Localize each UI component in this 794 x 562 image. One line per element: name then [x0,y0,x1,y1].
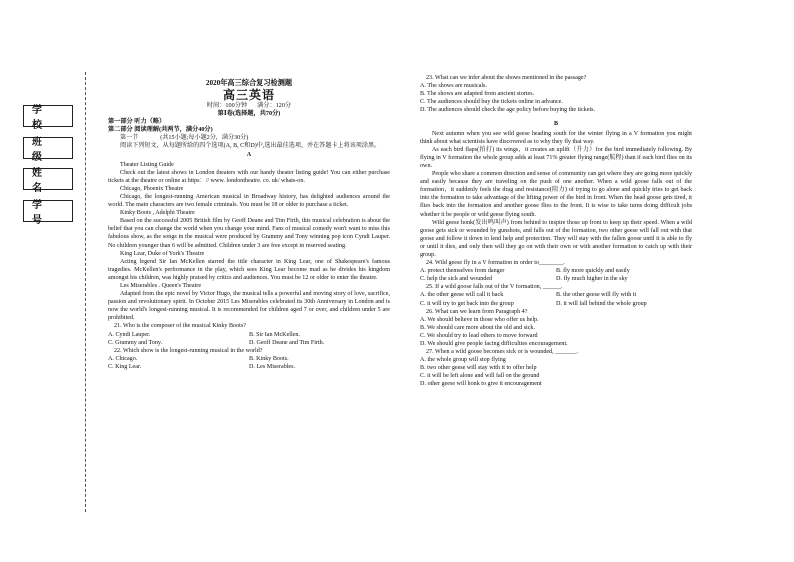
passage-b-paragraph: As each bird flaps(拍打) its wings，it creates an uplift（升力）for the bird immediately following. By flying in V formation the whole group adds at least 71% greater flying range(航程) than if each bird flies on its own. [420,146,692,169]
passage-b-label: B [553,121,559,128]
exam-meta [108,102,390,110]
question [420,308,692,348]
answer-option: A. Cyndi Lauper. [108,331,151,338]
passage-a [108,161,390,323]
question-stem: 27. When a wild goose becomes sick or is wounded, _______. [426,349,579,356]
question-stem: 22. Which show is the longest-running musical in the world? [114,347,263,354]
answer-option: A. the other geese will call it back [420,292,504,299]
answer-option: A. protect themselves from danger [420,268,505,275]
option-list [420,356,692,388]
question-stem: 26. What can we learn from Paragraph 4? [426,308,528,315]
volume-title: 第Ⅰ卷(选择题，共70分) [217,110,281,117]
answer-option: D. fly much higher in the sky [556,276,628,283]
answer-option: C. Grammy and Tony. [108,339,163,346]
question [108,347,390,371]
passage-a-heading: King Lear, Duke of York's Theatre [120,250,205,257]
exam-title: 2020年高三综合复习检测题 [205,79,293,87]
answer-option: C. help the sick and wounded [420,276,493,283]
student-id-label: 学 号 [23,200,73,222]
answer-option: C. King Lear. [108,363,142,370]
answer-option: B. the other geese will fly with it [556,292,637,299]
class-label: 班 级 [23,137,73,159]
question-stem: 23. What can we infer about the shows mentioned in the passage? [426,75,587,81]
answer-option: B. fly more quickly and easily [556,268,630,275]
school-label: 学 校 [23,105,73,127]
passage-a-paragraph: Adapted from the epic novel by Victor Hugo, the musical tells a powerful and moving story of love, sacrifice, passion and revolutionary spirit. In October 2015 Les Miserables celebrated its 30th Anniversary in London and is now the world's longest-running musical. It is recommended for children aged 7 or over, and children under 5 are prohibited. [108,291,390,322]
answer-option: B. We should care more about the old and sick. [420,324,535,331]
part2-title: 第二部分 阅读理解(共两节，满分40分) [108,126,213,134]
question [420,348,692,388]
passage-a-heading: Theater Listing Guide [120,161,174,168]
passage-a-label: A [246,152,252,159]
answer-option: C. We should try to lead others to move forward [420,332,538,339]
passage-a-heading: Les Miserables . Queen's Theatre [120,282,202,289]
passage-a-paragraph: Check out the latest shows in London theaters with our handy theater listing guide! You can either purchase tickets at the theatre or online at https：// www. londontheatre. co. uk/ whats-on. [108,169,390,184]
right-column [420,74,692,389]
answer-option: B. Kinky Boots. [249,355,289,362]
name-label: 姓 名 [23,168,73,190]
answer-option: B. Sir Ian McKellen. [249,331,300,338]
answer-option: D. it will fall behind the whole group [556,300,647,307]
score-info: 满分：120分 [257,102,292,109]
section1-desc: (共15小题;每小题2分，满分30分) [160,135,249,142]
answer-option: D. other geese will honk to give it encouragement [420,381,542,388]
answer-option: D. The audiences should check the age policy before buying the tickets. [420,107,596,114]
passage-b [420,130,692,260]
passage-a-heading: Chicago, Phoenix Theatre [120,185,184,192]
questions-a-continued [420,74,692,114]
question [420,283,692,307]
questions-b [420,259,692,389]
question-stem: 25. If a wild goose falls out of the V formation, ______. [426,284,563,291]
answer-option: A. the whole group will stop flying [420,357,506,364]
subject-title: 高三英语 [222,88,275,102]
question-stem: 21. Who is the composer of the musical Kinky Boots? [114,323,246,330]
option-list [420,291,692,307]
answer-option: A. Chicago. [108,355,138,362]
answer-option: B. two other geese will stay with it to offer help [420,365,537,372]
time-info: 时间：100分钟 [206,102,248,109]
seal-dashed-line [85,72,86,512]
answer-option: D. Les Miserables. [249,363,296,370]
passage-a-paragraph: Acting legend Sir Ian McKellen starred the title character in King Lear, one of Shakespeare's famous tragedies. McKellen's performance in the play, which sees King Lear become mad as he divides his kingdom amongst his children, was highly praised by critics and audiences. You must be 12 or older to enter the theatre. [108,258,390,281]
part1-title: 第一部分 听力（略） [108,118,166,126]
answer-option: D. We should give people facing difficulties encouragement. [420,341,568,347]
question [420,74,692,114]
option-list [108,355,390,371]
answer-option: C. The audiences should buy the tickets online in advance. [420,99,563,106]
passage-b-paragraph: People who share a common direction and sense of community can get where they are going more quickly and easily because they are traveling on the push of one another. When a wild goose falls out of the formation，it suddenly feels the drag and resistance(阻力) of trying to go alone and quickly tries to get back into the formation to take advantage of the lifting power of the bird in front. When the head goose gets tired, it flies back into the formation and another goose flies to the front. It is wise to take turns doing difficult jobs whether it be people or wild geese flying south. [420,171,692,218]
answer-option: D. Geoff Deane and Tim Firth. [249,339,325,346]
answer-option: A. The shows are musicals. [420,83,487,90]
answer-option: A. We should believe in those who offer us help. [420,316,539,323]
answer-option: C. it will be left alone and will fall on the ground [420,373,540,380]
section1-title: 第一节 [120,135,139,142]
passage-b-paragraph: Next autumn when you see wild geese heading south for the winter flying in a V formation you might think about what scientists have discovered as to why they fly that way. [420,130,692,145]
passage-a-heading: Kinky Boots , Adelphi Theatre [120,210,195,217]
questions-a [108,322,390,371]
option-list [420,267,692,283]
question-stem: 24. Wild geese fly in a V formation in order to________. [426,260,565,267]
option-list [108,331,390,347]
passage-b-paragraph: Wild geese honk(发出鸣叫声) from behind to inspire those up front to keep up their speed. When a wild goose gets sick or wounded by gunshots, and falls out of the formation, two other geese will fall out with that goose and follow it down to lend help and protection. They will stay with the fallen goose until it is able to fly or until it dies, and only then will they go on with their own or with another formation to catch up with their group. [420,219,692,258]
answer-option: C. it will try to get back into the group [420,300,514,307]
instruction-text: 阅读下列短文，从每题所给的四个选项(A, B, C和D)中,选出最佳选项，并在答题卡上将该项涂黑。 [120,143,381,150]
passage-a-paragraph: Based on the successful 2005 British film by Geoff Deane and Tim Firth, this musical celebration is about the belief that you can change the world when you change your mind. Fans of musical comedy won't want to miss this fabulous show, as the songs in the musical were produced by Grammy and Tony winning pop icon Cyndi Lauper. No children younger than 6 will be admitted. Children under 3 are free except in reserved seating. [108,218,390,249]
option-list [420,316,692,348]
answer-option: B. The shows are adapted from ancient stories. [420,91,535,98]
section1-line [108,134,390,142]
option-list [420,82,692,114]
left-column [108,74,390,371]
question [108,322,390,346]
passage-a-paragraph: Chicago, the longest-running American musical in Broadway history, has delighted audiences around the world. The main characters are two female criminals. You must be 18 or older to purchase a ticket. [108,193,390,209]
question [420,259,692,283]
